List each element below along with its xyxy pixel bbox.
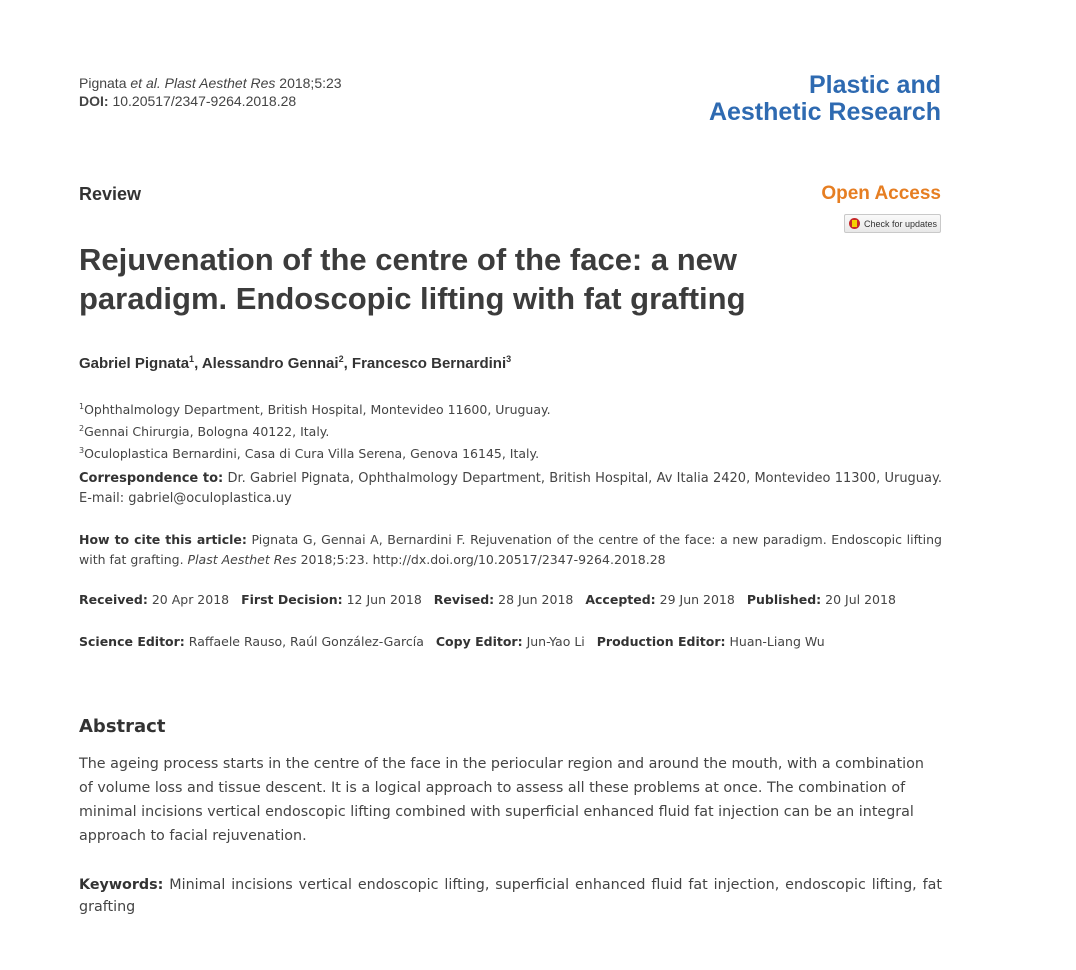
affiliation-2-text: Gennai Chirurgia, Bologna 40122, Italy.: [84, 424, 330, 440]
science-editor-label: Science Editor:: [79, 634, 185, 649]
author-3: Francesco Bernardini: [351, 355, 507, 372]
affiliation-3-text: Oculoplastica Bernardini, Casa di Cura Villa Serena, Genova 16145, Italy.: [84, 446, 540, 462]
author-2-sup: 2: [338, 354, 344, 364]
how-to-cite-text: Pignata G, Gennai A, Bernardini F. Rejuvenation of the centre of the face: a new paradigm. Endoscopic lifting with fat grafting.: [79, 532, 942, 567]
date-revised-label: Revised:: [433, 592, 495, 607]
correspondence-label: Correspondence to:: [79, 471, 224, 486]
article-type: Review: [79, 184, 142, 204]
author-2: Alessandro Gennai: [201, 355, 339, 372]
doi-line: [79, 93, 296, 109]
affiliation-3-sup: 3: [79, 446, 85, 456]
cite-authors: Pignata: [79, 75, 131, 91]
date-accepted-label: Accepted:: [585, 592, 656, 607]
affiliation-1-sup: 1: [79, 402, 85, 411]
copy-editor-label: Copy Editor:: [435, 634, 523, 649]
editors: [79, 634, 825, 649]
how-to-cite-label: How to cite this article:: [79, 532, 247, 547]
doi-label: DOI:: [79, 93, 109, 109]
article-title: Rejuvenation of the centre of the face: a new paradigm. Endoscopic lifting with fat grafting: [79, 242, 746, 316]
author-sep-2: ,: [343, 355, 352, 372]
author-list: [79, 354, 511, 372]
affiliation-2-sup: 2: [79, 424, 85, 434]
check-updates-label: Check for updates: [864, 218, 938, 229]
date-received-label: Received:: [79, 592, 148, 607]
date-first-decision-label: First Decision:: [241, 592, 343, 607]
production-editor: Huan-Liang Wu: [725, 634, 825, 649]
correspondence: [79, 469, 942, 509]
author-1: Gabriel Pignata: [79, 355, 190, 372]
author-3-sup: 3: [506, 354, 512, 364]
author-1-sup: 1: [189, 354, 195, 364]
check-updates-button[interactable]: [844, 214, 941, 233]
production-editor-label: Production Editor:: [596, 634, 726, 649]
open-access-label: Open Access: [821, 183, 941, 204]
cite-journal: Plast Aesthet Res: [160, 75, 276, 91]
abstract-heading: Abstract: [79, 716, 166, 737]
correspondence-text: Dr. Gabriel Pignata, Ophthalmology Department, British Hospital, Av Italia 2420, Montevideo 11300, Uruguay. E-mail: gabriel@oculoplastica.uy: [79, 471, 942, 506]
citation-line: [79, 72, 342, 94]
affiliation-3: [79, 441, 551, 463]
journal-logo: [709, 72, 941, 126]
copy-editor: Jun-Yao Li: [522, 634, 585, 649]
keywords-text: Minimal incisions vertical endoscopic lifting, superficial enhanced fluid fat injection, endoscopic lifting, fat grafting: [79, 877, 942, 915]
journal-name-line2: Aesthetic Research: [708, 98, 941, 126]
date-accepted: 29 Jun 2018: [655, 592, 735, 607]
date-revised: 28 Jun 2018: [494, 592, 574, 607]
abstract-text: The ageing process starts in the centre of the face in the periocular region and around the mouth, with a combination of volume loss and tissue descent. It is a logical approach to assess all these problems at once. The combination of minimal incisions vertical endoscopic lifting combined with superficial enhanced fluid fat injection can be an integral approach to facial rejuvenation.: [79, 756, 924, 844]
affiliation-2: [79, 419, 551, 441]
doi-value: 10.20517/2347-9264.2018.28: [108, 93, 297, 109]
date-published: 20 Jul 2018: [821, 592, 896, 607]
date-first-decision: 12 Jun 2018: [342, 592, 422, 607]
science-editor: Raffaele Rauso, Raúl González-García: [184, 634, 424, 649]
keywords-label: Keywords:: [79, 877, 164, 893]
article-dates: [79, 592, 896, 607]
crossmark-icon: [849, 218, 860, 229]
date-published-label: Published:: [746, 592, 822, 607]
how-to-cite-journal: Plast Aesthet Res: [187, 552, 297, 567]
cite-etal: et al.: [130, 75, 161, 91]
how-to-cite: [79, 530, 942, 570]
affiliation-1-text: Ophthalmology Department, British Hospital, Montevideo 11600, Uruguay.: [84, 402, 551, 418]
keywords: [79, 874, 942, 918]
affiliations: [79, 397, 551, 463]
author-sep-1: ,: [194, 355, 202, 372]
date-received: 20 Apr 2018: [147, 592, 230, 607]
how-to-cite-rest: 2018;5:23. http://dx.doi.org/10.20517/2347-9264.2018.28: [296, 552, 666, 567]
journal-name-line1: Plastic and: [809, 71, 941, 99]
cite-volume: 2018;5:23: [275, 75, 342, 91]
affiliation-1: [79, 397, 551, 419]
